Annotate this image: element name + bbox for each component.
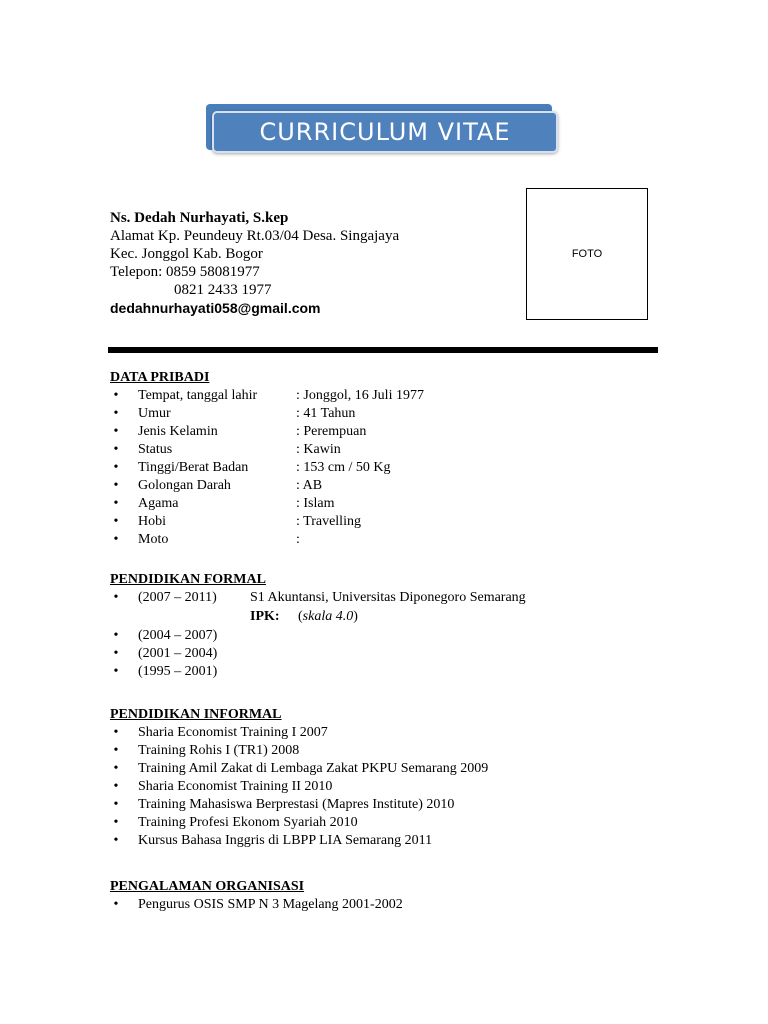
- item-text: Pengurus OSIS SMP N 3 Magelang 2001-2002: [138, 897, 403, 912]
- list-item: [110, 645, 526, 663]
- field-value: : 153 cm / 50 Kg: [296, 460, 391, 475]
- bullet-icon: •: [113, 628, 119, 643]
- formal-education-list: [110, 589, 526, 607]
- field-label: Agama: [138, 496, 179, 511]
- organization-list: [110, 896, 403, 914]
- personal-data-list: [110, 387, 424, 549]
- item-text: Kursus Bahasa Inggris di LBPP LIA Semarang 2011: [138, 833, 433, 848]
- bullet-icon: •: [113, 646, 119, 661]
- education-period: (2004 – 2007): [138, 628, 218, 643]
- bullet-icon: •: [113, 664, 119, 679]
- section-pendidikan-informal: [110, 706, 488, 850]
- field-value: : Jonggol, 16 Juli 1977: [296, 388, 424, 403]
- list-item: [110, 405, 424, 423]
- field-label: Umur: [138, 406, 171, 421]
- bullet-icon: •: [113, 590, 119, 605]
- field-label: Tempat, tanggal lahir: [138, 388, 258, 403]
- field-label: Status: [138, 442, 173, 457]
- section-title: PENDIDIKAN FORMAL: [110, 572, 266, 587]
- field-label: Hobi: [138, 514, 166, 529]
- item-text: Training Rohis I (TR1) 2008: [138, 743, 300, 758]
- email-address: dedahnurhayati058@gmail.com: [110, 300, 321, 316]
- bullet-icon: •: [113, 496, 119, 511]
- list-item: [110, 441, 424, 459]
- list-item: [110, 459, 424, 477]
- ipk-row: [110, 607, 526, 627]
- list-item: [110, 387, 424, 405]
- section-pengalaman-organisasi: [110, 878, 403, 914]
- photo-placeholder: [526, 188, 648, 320]
- item-text: Sharia Economist Training I 2007: [138, 725, 328, 740]
- profile-header: [110, 209, 399, 317]
- education-desc: S1 Akuntansi, Universitas Diponegoro Semarang: [250, 590, 526, 605]
- education-period: (1995 – 2001): [138, 664, 218, 679]
- bullet-icon: •: [113, 833, 119, 848]
- list-item: [110, 513, 424, 531]
- list-item: [110, 724, 488, 742]
- bullet-icon: •: [113, 761, 119, 776]
- list-item: [110, 742, 488, 760]
- bullet-icon: •: [113, 406, 119, 421]
- list-item: [110, 832, 488, 850]
- bullet-icon: •: [113, 478, 119, 493]
- photo-label: FOTO: [571, 248, 603, 260]
- item-text: Training Mahasiswa Berprestasi (Mapres Institute) 2010: [138, 797, 455, 812]
- list-item: [110, 796, 488, 814]
- address-line-2: Kec. Jonggol Kab. Bogor: [110, 246, 263, 262]
- section-title: DATA PRIBADI: [110, 370, 210, 385]
- bullet-icon: •: [113, 743, 119, 758]
- section-title: PENDIDIKAN INFORMAL: [110, 707, 282, 722]
- field-label: Tinggi/Berat Badan: [138, 460, 249, 475]
- bullet-icon: •: [113, 815, 119, 830]
- bullet-icon: •: [113, 442, 119, 457]
- bullet-icon: •: [113, 532, 119, 547]
- ipk-label: IPK:: [250, 609, 280, 624]
- section-title: PENGALAMAN ORGANISASI: [110, 879, 305, 894]
- bullet-icon: •: [113, 897, 119, 912]
- field-value: : AB: [296, 478, 323, 493]
- ipk-open-paren: (: [298, 609, 303, 624]
- section-pendidikan-formal: [110, 571, 526, 681]
- phone-line-1: Telepon: 0859 58081977: [110, 264, 260, 280]
- field-value: : 41 Tahun: [296, 406, 356, 421]
- education-period: (2001 – 2004): [138, 646, 218, 661]
- bullet-icon: •: [113, 514, 119, 529]
- bullet-icon: •: [113, 779, 119, 794]
- list-item: [110, 423, 424, 441]
- field-label: Moto: [138, 532, 169, 547]
- informal-education-list: [110, 724, 488, 850]
- address-line-1: Alamat Kp. Peundeuy Rt.03/04 Desa. Singajaya: [110, 228, 400, 244]
- item-text: Training Profesi Ekonom Syariah 2010: [138, 815, 358, 830]
- phone-line-2: 0821 2433 1977: [174, 282, 272, 298]
- bullet-icon: •: [113, 424, 119, 439]
- document-title: CURRICULUM VITAE: [212, 111, 558, 153]
- field-value: : Kawin: [296, 442, 341, 457]
- item-text: Training Amil Zakat di Lembaga Zakat PKPU Semarang 2009: [138, 761, 489, 776]
- ipk-scale: skala 4.0: [302, 609, 354, 624]
- field-value: : Islam: [296, 496, 335, 511]
- profile-name: Ns. Dedah Nurhayati, S.kep: [110, 210, 289, 226]
- field-label: Golongan Darah: [138, 478, 231, 493]
- list-item: [110, 760, 488, 778]
- list-item: [110, 589, 526, 607]
- list-item: [110, 814, 488, 832]
- ipk-close-paren: ): [353, 609, 358, 624]
- item-text: Sharia Economist Training II 2010: [138, 779, 333, 794]
- bullet-icon: •: [113, 388, 119, 403]
- section-data-pribadi: [110, 369, 424, 549]
- bullet-icon: •: [113, 460, 119, 475]
- list-item: [110, 663, 526, 681]
- field-value: : Perempuan: [296, 424, 367, 439]
- field-value: :: [296, 532, 300, 547]
- field-value: : Travelling: [296, 514, 361, 529]
- list-item: [110, 896, 403, 914]
- list-item: [110, 495, 424, 513]
- header-divider: [108, 347, 658, 353]
- bullet-icon: •: [113, 725, 119, 740]
- bullet-icon: •: [113, 797, 119, 812]
- formal-education-list-more: [110, 627, 526, 681]
- list-item: [110, 477, 424, 495]
- education-period: (2007 – 2011): [138, 590, 217, 605]
- list-item: [110, 778, 488, 796]
- list-item: [110, 627, 526, 645]
- list-item: [110, 531, 424, 549]
- field-label: Jenis Kelamin: [138, 424, 218, 439]
